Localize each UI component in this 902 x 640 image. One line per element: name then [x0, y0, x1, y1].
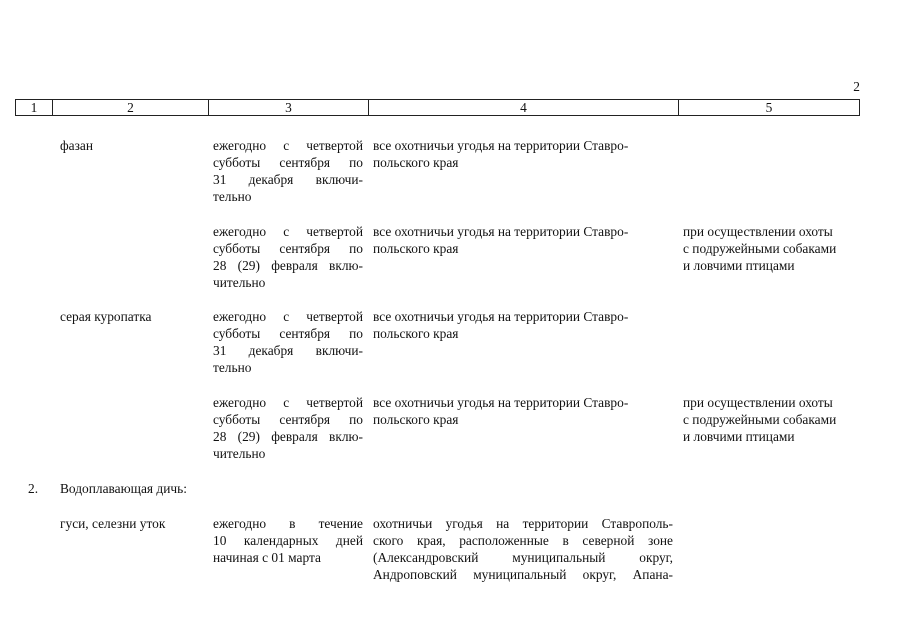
area-cell: [373, 223, 673, 257]
table-header: [15, 99, 860, 116]
period-line: чительно: [213, 446, 266, 461]
species-cell: серая куропатка: [60, 309, 152, 324]
area-line: Андроповский муниципальный округ, Апана-: [373, 567, 673, 582]
period-line: ежегодно с четвертой: [213, 224, 363, 239]
header-col-5: 5: [765, 100, 773, 115]
period-line: 28 (29) февраля вклю-: [213, 429, 363, 444]
period-line: начиная с 01 марта: [213, 550, 321, 565]
note-line: и ловчими птицами: [683, 429, 795, 444]
note-cell: [683, 223, 858, 274]
section-number: 2.: [28, 481, 39, 496]
period-line: 10 календарных дней: [213, 533, 363, 548]
period-cell: [213, 308, 363, 376]
period-cell: [213, 394, 363, 462]
area-line: ского края, расположенные в северной зоне: [373, 533, 673, 548]
period-line: субботы сентября по: [213, 155, 363, 170]
area-cell: [373, 308, 673, 342]
area-line: охотничьи угодья на территории Ставрополь-: [373, 516, 673, 531]
note-cell: [683, 394, 858, 445]
area-cell: [373, 137, 673, 171]
area-cell: [373, 515, 673, 583]
note-line: с подружейными собаками: [683, 241, 837, 256]
period-cell: [213, 223, 363, 291]
period-cell: [213, 515, 363, 566]
period-line: субботы сентября по: [213, 326, 363, 341]
area-line: все охотничьи угодья на территории Ставро-: [373, 309, 629, 324]
period-line: 31 декабря включи-: [213, 172, 363, 187]
area-line: польского края: [373, 412, 459, 427]
area-line: все охотничьи угодья на территории Ставро-: [373, 224, 629, 239]
period-cell: [213, 137, 363, 205]
area-cell: [373, 394, 673, 428]
note-line: и ловчими птицами: [683, 258, 795, 273]
area-line: польского края: [373, 155, 459, 170]
species-cell: гуси, селезни уток: [60, 516, 166, 531]
period-line: ежегодно с четвертой: [213, 395, 363, 410]
period-line: 28 (29) февраля вклю-: [213, 258, 363, 273]
period-line: субботы сентября по: [213, 241, 363, 256]
period-line: ежегодно с четвертой: [213, 309, 363, 324]
area-line: (Александровский муниципальный округ,: [373, 550, 673, 565]
area-line: все охотничьи угодья на территории Ставро-: [373, 138, 629, 153]
header-col-1: 1: [16, 100, 53, 115]
header-col-4: 4: [369, 100, 679, 115]
period-line: ежегодно в течение: [213, 516, 363, 531]
area-line: все охотничьи угодья на территории Ставро-: [373, 395, 629, 410]
section-title: Водоплавающая дичь:: [60, 481, 187, 496]
header-col-3: 3: [209, 100, 369, 115]
area-line: польского края: [373, 241, 459, 256]
period-line: ежегодно с четвертой: [213, 138, 363, 153]
area-line: польского края: [373, 326, 459, 341]
period-line: 31 декабря включи-: [213, 343, 363, 358]
period-line: чительно: [213, 275, 266, 290]
period-line: тельно: [213, 189, 252, 204]
species-cell: фазан: [60, 138, 94, 153]
page-number: 2: [853, 79, 860, 94]
note-line: с подружейными собаками: [683, 412, 837, 427]
period-line: тельно: [213, 360, 252, 375]
note-line: при осуществлении охоты: [683, 224, 833, 239]
note-line: при осуществлении охоты: [683, 395, 833, 410]
period-line: субботы сентября по: [213, 412, 363, 427]
header-col-2: 2: [53, 100, 209, 115]
